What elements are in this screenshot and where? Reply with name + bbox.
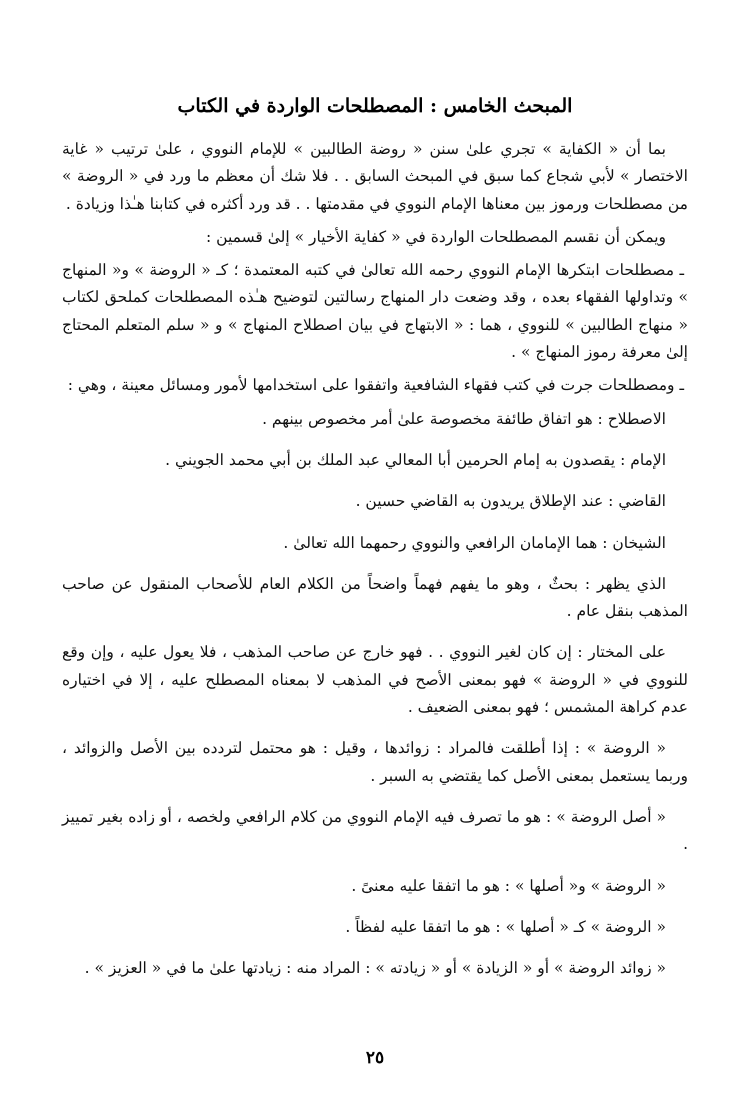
- term-rawda-ka-asliha: « الروضة » كـ « أصلها » : هو ما اتفقا عليه لفظاً .: [345, 917, 666, 936]
- term-istilah: الاصطلاح : هو اتفاق طائفة مخصوصة علىٰ أمر مخصوص بينهم .: [262, 409, 666, 428]
- term-shaykhan: الشيخان : هما الإمامان الرافعي والنووي رحمهما الله تعالىٰ .: [283, 533, 666, 552]
- term-zawaid-al-rawda: « زوائد الروضة » أو « الزيادة » أو « زيادته » : المراد منه : زيادتها علىٰ ما في « العزيز » .: [84, 959, 666, 978]
- term-rawda-wa-asluha: « الروضة » و« أصلها » : هو ما اتفقا عليه معنىً .: [351, 876, 666, 895]
- term-imam: الإمام : يقصدون به إمام الحرمين أبا المعالي عبد الملك بن أبي محمد الجويني .: [165, 450, 666, 469]
- term-alladhi-yazhar: الذي يظهر : بحثٌ ، وهو ما يفهم فهماً واضحاً من الكلام العام للأصحاب المنقول عن صاحب المذهب بنقل عام .: [62, 574, 688, 621]
- page-number: ٢٥: [365, 1048, 385, 1068]
- division-paragraph: ويمكن أن نقسم المصطلحات الواردة في « كفاية الأخيار » إلىٰ قسمين :: [206, 227, 666, 246]
- category-one-paragraph: ـ مصطلحات ابتكرها الإمام النووي رحمه الله تعالىٰ في كتبه المعتمدة ؛ كـ « الروضة » و« المنهاج » وتداولها الفقهاء بعده ، وقد وضعت دار المنهاج رسالتين لتوضيح هـٰذه المصطلحات كملحق لكتاب « منهاج الطالبين » للنووي ، هما : « الابتهاج في بيان اصطلاح المنهاج » و « سلم المتعلم المحتاج إلىٰ معرفة رموز المنهاج » .: [62, 261, 688, 362]
- section-heading: المبحث الخامس : المصطلحات الواردة في الكتاب: [177, 95, 573, 117]
- intro-paragraph: بما أن « الكفاية » تجري علىٰ سنن « روضة الطالبين » للإمام النووي ، علىٰ ترتيب « غاية الاختصار » لأبي شجاع كما سبق في المبحث السابق . . فلا شك أن معظم ما ورد في « الروضة » من مصطلحات ورموز بين معناها الإمام النووي في مقدمتها . . قد ورد أكثره في كتابنا هـٰذا وزيادة .: [62, 140, 688, 213]
- term-asl-al-rawda: « أصل الروضة » : هو ما تصرف فيه الإمام النووي من كلام الرافعي ولخصه ، أو زاده بغير تمييز .: [62, 807, 688, 854]
- term-ala-al-mukhtar: على المختار : إن كان لغير النووي . . فهو خارج عن صاحب المذهب ، فلا يعول عليه ، وإن وقع للنووي في « الروضة » فهو بمعنى الأصح في المذهب لا بمعناه المصطلح عليه ، إلا في اختياره عدم كراهة المشمس ؛ فهو بمعنى الضعيف .: [62, 643, 688, 717]
- body-text: [62, 136, 688, 996]
- category-two-paragraph: ـ ومصطلحات جرت في كتب فقهاء الشافعية واتفقوا على استخدامها لأمور ومسائل معينة ، وهي :: [67, 376, 684, 395]
- term-qadi: القاضي : عند الإطلاق يريدون به القاضي حسين .: [355, 492, 666, 511]
- term-rawda: « الروضة » : إذا أطلقت فالمراد : زوائدها ، وقيل : هو محتمل لتردده بين الأصل والزوائد ، وربما يستعمل بمعنى الأصل كما يقتضي به السبر .: [62, 739, 688, 785]
